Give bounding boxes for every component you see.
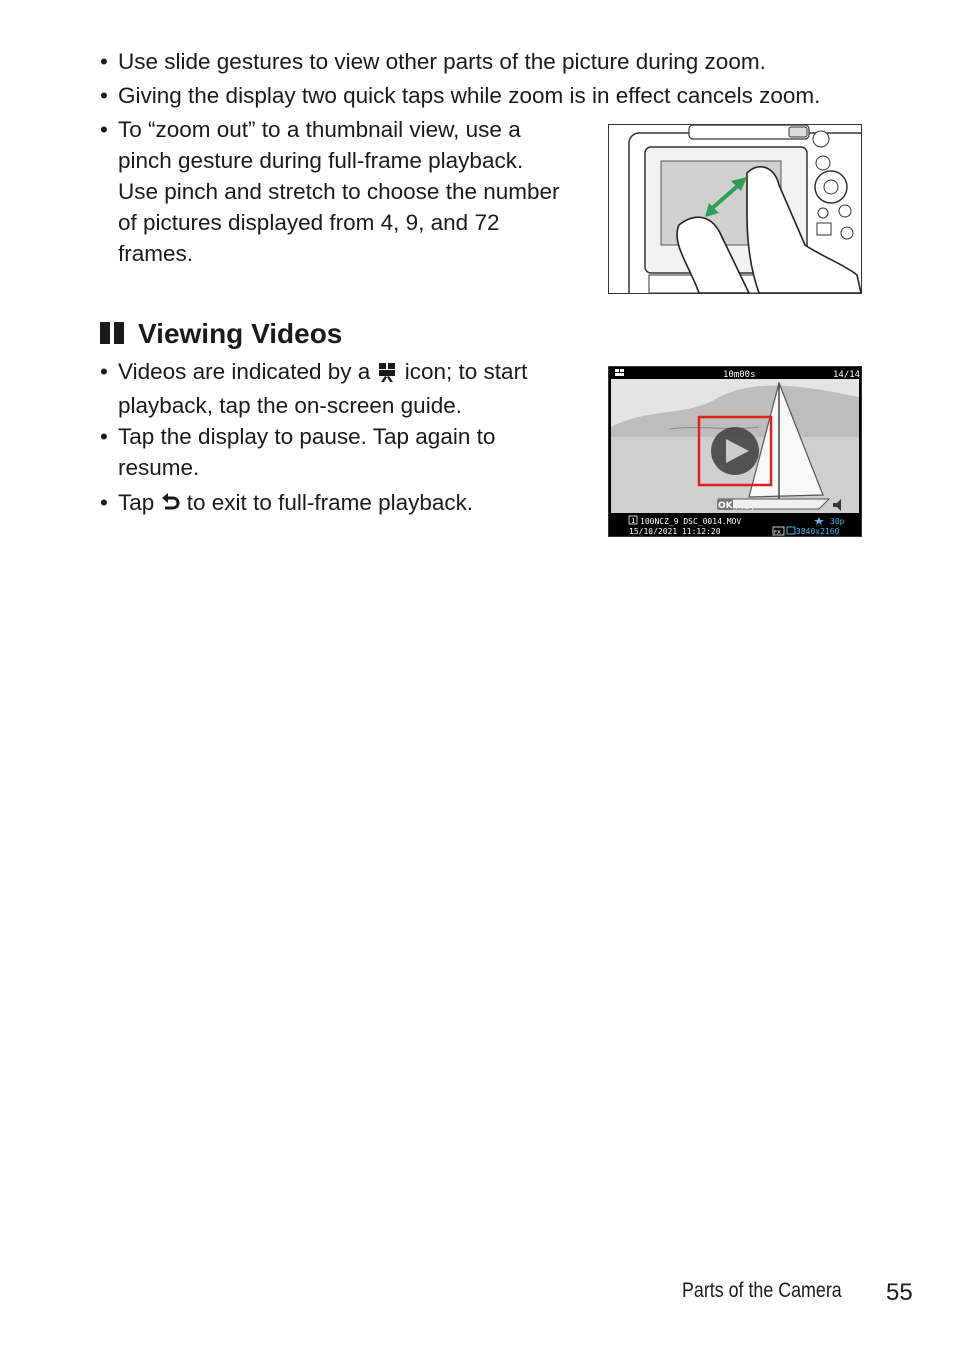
section-title xyxy=(100,314,342,354)
text-line: • Tap to exit to full-frame playback. xyxy=(118,487,473,521)
folder-file-name: 100NCZ_9 DSC_0014.MOV xyxy=(640,517,742,526)
resolution: 3840x2160 xyxy=(796,527,840,536)
frame-counter: 14/14 xyxy=(833,370,861,380)
bullet-zoom-out xyxy=(100,114,560,269)
bullet-double-tap: • Giving the display two quick taps while zoom is in effect cancels zoom. xyxy=(100,80,820,111)
pinch-gesture-illustration xyxy=(608,124,862,294)
video-screen-drawing xyxy=(609,367,861,536)
camera-pinch-drawing xyxy=(609,125,861,293)
text-line: • Tap the display to pause. Tap again to xyxy=(118,424,496,449)
ok-label: OK xyxy=(718,501,733,511)
text-line: frames. xyxy=(118,241,194,266)
text-line: pinch gesture during full-frame playback. xyxy=(118,148,524,173)
video-playback-screen xyxy=(608,366,862,537)
text-line: • To “zoom out” to a thumbnail view, use a xyxy=(118,117,521,142)
text-line: resume. xyxy=(118,455,200,480)
play-label: Play xyxy=(735,501,756,512)
page-number: 55 xyxy=(886,1279,913,1306)
bullet-exit-playback xyxy=(100,487,473,521)
text-line: playback, tap the on-screen guide. xyxy=(118,393,462,418)
frame-rate: 30p xyxy=(830,517,845,526)
section-marker-icon xyxy=(100,322,126,344)
bullet-pause-resume xyxy=(100,421,495,483)
text-line: • Videos are indicated by a icon; to start xyxy=(118,356,527,390)
footer-section-label: Parts of the Camera xyxy=(682,1279,842,1302)
text-line: of pictures displayed from 4, 9, and 72 xyxy=(118,210,500,235)
section-title-text: Viewing Videos xyxy=(138,318,343,349)
date-time: 15/10/2021 11:12:20 xyxy=(629,527,721,536)
return-arrow-icon xyxy=(161,490,181,521)
card-slot: 1 xyxy=(631,517,636,525)
format-badge: FX xyxy=(774,530,781,536)
bullet-slide-gestures: • Use slide gestures to view other parts of the picture during zoom. xyxy=(100,46,766,77)
movie-camera-icon xyxy=(377,359,399,390)
video-duration: 10m00s xyxy=(723,370,756,380)
bullet-video-icon xyxy=(100,356,527,421)
text-line: Use pinch and stretch to choose the number xyxy=(118,179,560,204)
